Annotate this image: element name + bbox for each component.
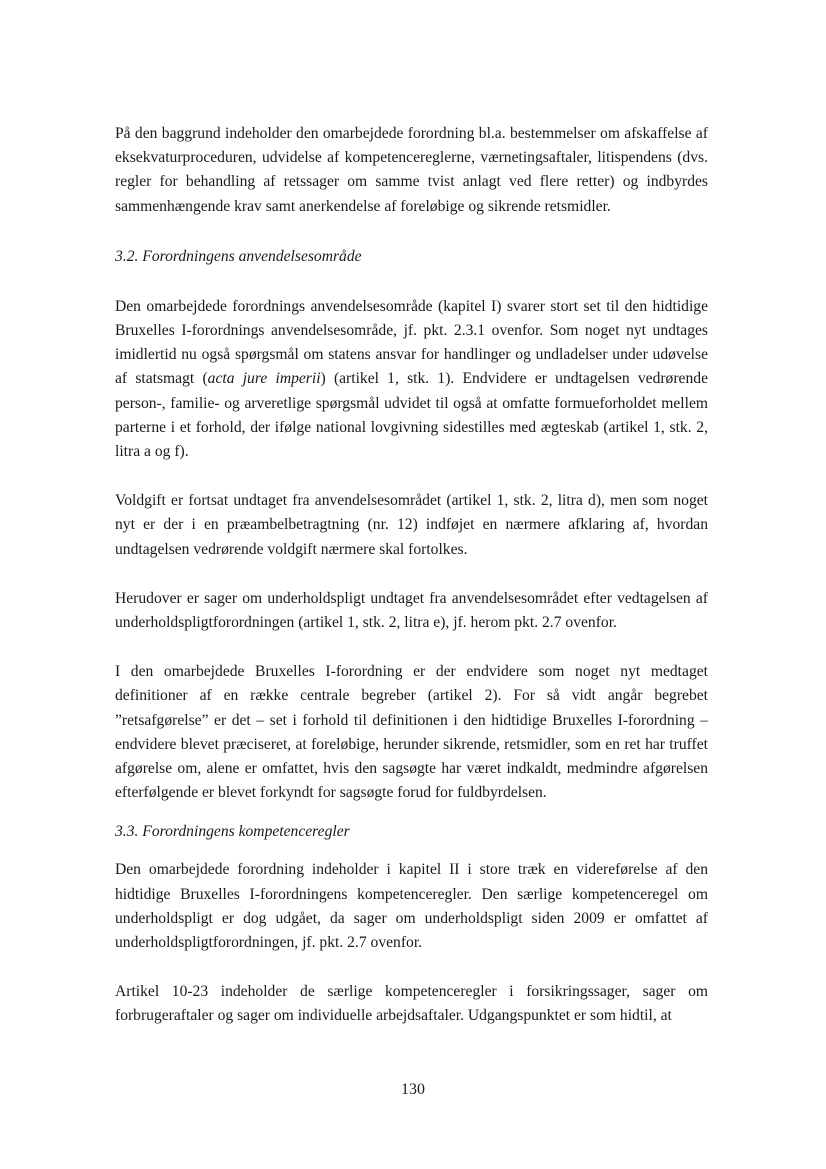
page-number: 130 xyxy=(401,1081,425,1098)
paragraph-definitions: I den omarbejdede Bruxelles I-forordning er der endvidere som noget nyt medtaget definitioner af en række centrale begreber (artikel 2). For så vidt angår begrebet ”retsafgørelse” er det – set i forhold til definitionen i den hidtidige Bruxelles I-forordning – endvidere blevet præciseret, at foreløbige, herunder sikrende, retsmidler, som en ret har truffet afgørelse om, alene er omfattet, hvis den sagsøgte har været indkaldt, medmindre afgørelsen efterfølgende er blevet forkyndt for sagsøgte forud for fuldbyrdelsen. xyxy=(115,663,708,802)
paragraph-scope-italic-term: acta jure imperii xyxy=(207,370,321,388)
section-heading-3-2: 3.2. Forordningens anvendelsesområde xyxy=(115,247,362,265)
paragraph-arbitration: Voldgift er fortsat undtaget fra anvendelsesområdet (artikel 1, stk. 2, litra d), men som noget nyt er der i en præambelbetragtning (nr. 12) indføjet en nærmere afklaring af, hvordan undtagelsen vedrørende voldgift nærmere skal fortolkes. xyxy=(115,492,708,558)
section-heading-3-3: 3.3. Forordningens kompetenceregler xyxy=(115,823,350,841)
paragraph-maintenance: Herudover er sager om underholdspligt undtaget fra anvendelsesområdet efter vedtagelsen af underholdspligtforordningen (artikel 1, stk. 2, litra e), jf. herom pkt. 2.7 ovenfor. xyxy=(115,589,708,632)
paragraph-jurisdiction: Den omarbejdede forordning indeholder i kapitel II i store træk en videreførelse af den hidtidige Bruxelles I-forordningens kompetenceregler. Den særlige kompetenceregel om underholdspligt er dog udgået, da sager om underholdspligt siden 2009 er omfattet af underholdspligtforordningen, jf. pkt. 2.7 ovenfor. xyxy=(115,861,708,952)
paragraph-scope-text-2: ) (artikel 1, stk. 1). Endvidere er undtagelsen vedrørende person-, familie- og arveretlige spørgsmål udvidet til også at omfatte formueforholdet mellem parterne i et forhold, der ifølge national lovgivning sidestilles med ægteskab (artikel 1, stk. 2, litra a og f). xyxy=(115,370,708,461)
paragraph-intro: På den baggrund indeholder den omarbejdede forordning bl.a. bestemmelser om afskaffelse af eksekvaturproceduren, udvidelse af kompetencereglerne, værnetingsaftaler, litispendens (dvs. regler for behandling af retssager om samme tvist anlagt ved flere retter) og indbyrdes sammenhængende krav samt anerkendelse af foreløbige og sikrende retsmidler. xyxy=(115,125,708,215)
paragraph-scope-text-1: Den omarbejdede forordnings anvendelsesområde (kapitel I) svarer stort set til den hidtidige Bruxelles I-forordnings anvendelsesområde, jf. pkt. 2.3.1 ovenfor. Som noget nyt undtages imidlertid nu også spørgsmål om statens ansvar for handlinger og undladelser under udøvelse af statsmagt ( xyxy=(115,297,708,388)
paragraph-special-rules: Artikel 10-23 indeholder de særlige kompetenceregler i forsikringssager, sager om forbrugeraftaler og sager om individuelle arbejdsaftaler. Udgangspunktet er som hidtil, at xyxy=(115,983,708,1025)
page-body xyxy=(115,122,708,1029)
paragraph-scope xyxy=(115,295,708,464)
